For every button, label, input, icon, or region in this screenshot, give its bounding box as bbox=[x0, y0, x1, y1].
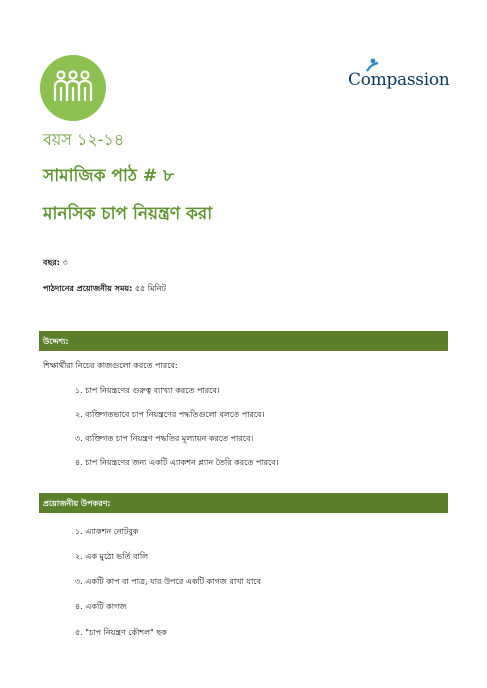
material-item: ৪. একটি কাগজ bbox=[75, 602, 127, 611]
objectives-heading: উদ্দেশ্য: bbox=[43, 337, 69, 346]
objectives-header-bar bbox=[39, 331, 448, 351]
objective-item: ২. ব্যক্তিগতভাবে চাপ নিয়ন্ত্রণের পদ্ধতিগুলো বলতে পারবে। bbox=[75, 410, 265, 419]
objectives-intro: শিক্ষার্থীরা নিচের কাজগুলো করতে পারবে: bbox=[43, 361, 178, 370]
lesson-topic-title: মানসিক চাপ নিয়ন্ত্রণ করা bbox=[43, 204, 213, 224]
objective-item: ৪. চাপ নিয়ন্ত্রণের জন্য একটি এ্যাকশন প্ল্যান তৈরি করতে পারবে। bbox=[75, 458, 279, 467]
year-label: বছর: bbox=[43, 258, 60, 267]
year-value: ৩ bbox=[62, 258, 68, 267]
lesson-number-title: সামাজিক পাঠ # ৮ bbox=[43, 166, 175, 186]
compassion-logo bbox=[348, 58, 448, 92]
time-value: ৫৫ মিনিট bbox=[134, 284, 166, 293]
age-group-logo bbox=[40, 55, 106, 121]
year-row bbox=[43, 257, 68, 270]
time-row bbox=[43, 283, 166, 296]
material-item: ৫. "চাপ নিয়ন্ত্রণ কৌশল" ছক bbox=[75, 628, 167, 637]
material-item: ১. এ্যাকশন নোটবুক bbox=[75, 527, 139, 536]
age-range: বয়স ১২-১৪ bbox=[43, 130, 125, 149]
objective-item: ৩. ব্যক্তিগত চাপ নিয়ন্ত্রণ পদ্ধতির মূল্যায়ন করতে পারবে। bbox=[75, 434, 254, 443]
materials-header-bar bbox=[39, 493, 448, 513]
group-people-icon bbox=[40, 55, 106, 121]
time-label: পাঠদানের প্রয়োজনীয় সময়: bbox=[43, 284, 133, 293]
material-item: ২. এক মুঠো ভর্তি বালি bbox=[75, 552, 149, 561]
material-item: ৩. একটি কাপ বা পাত্র, যার উপরে একটি কাগজ রাখা যাবে bbox=[75, 577, 261, 586]
brand-name: Compassion bbox=[348, 70, 450, 90]
objective-item: ১. চাপ নিয়ন্ত্রণের গুরুত্ব ব্যাখ্যা করতে পারবে। bbox=[75, 386, 220, 395]
materials-heading: প্রয়োজনীয় উপকরণ: bbox=[43, 499, 111, 508]
